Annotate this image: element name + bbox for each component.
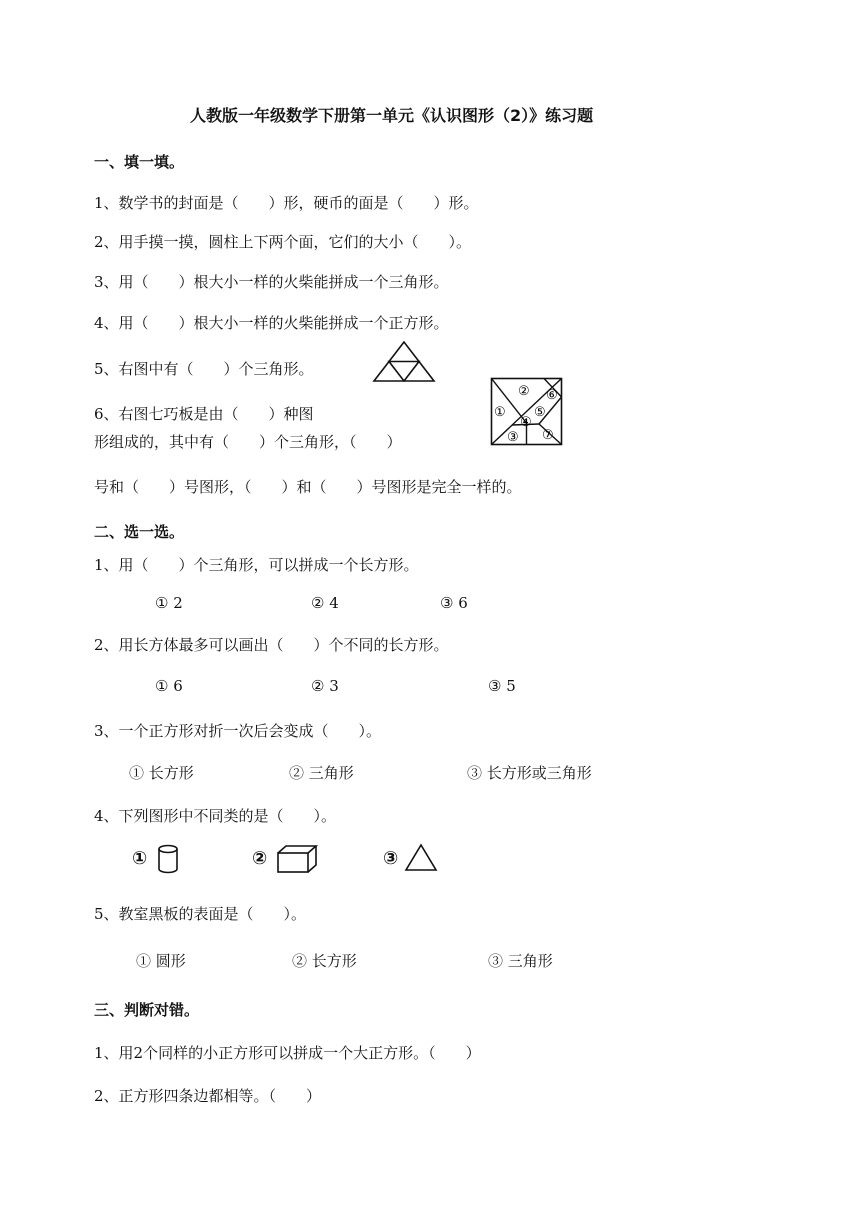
s2-question-3: 3、一个正方形对折一次后会变成（ ）。 — [94, 722, 382, 740]
tangram-label-2: ② — [518, 384, 530, 399]
tangram-figure — [490, 377, 564, 447]
s2-q1-option-1: ① 2 — [155, 594, 183, 612]
s2-q2-option-2: ② 3 — [311, 677, 339, 695]
s2-q4-marker-1: ① — [132, 848, 148, 869]
cuboid-icon — [276, 844, 318, 874]
tangram-label-7: ⑦ — [542, 428, 554, 443]
s2-question-1: 1、用（ ）个三角形，可以拼成一个长方形。 — [94, 556, 419, 574]
s2-q5-option-3: ③ 三角形 — [488, 952, 553, 970]
cylinder-icon — [156, 844, 180, 874]
inner-triangle — [389, 362, 419, 382]
s2-q2-option-3: ③ 5 — [488, 677, 516, 695]
tangram-label-5: ⑤ — [534, 405, 546, 420]
s2-q3-option-2: ② 三角形 — [289, 764, 354, 782]
s2-q3-option-1: ① 长方形 — [129, 764, 194, 782]
s2-q2-option-1: ① 6 — [155, 677, 183, 695]
triangle-count-figure — [372, 340, 436, 384]
s1-question-6-line3: 号和（ ）号图形，（ ）和（ ）号图形是完全一样的。 — [94, 478, 522, 496]
s3-question-1: 1、用2个同样的小正方形可以拼成一个大正方形。（ ） — [94, 1044, 481, 1062]
s2-q4-marker-3: ③ — [383, 848, 399, 869]
tangram-label-3: ③ — [507, 430, 519, 445]
triangle-icon — [404, 843, 438, 873]
s2-question-5: 5、教室黑板的表面是（ ）。 — [94, 905, 307, 923]
s2-q3-option-3: ③ 长方形或三角形 — [467, 764, 592, 782]
s2-question-2: 2、用长方体最多可以画出（ ）个不同的长方形。 — [94, 636, 449, 654]
s2-q4-marker-2: ② — [252, 848, 268, 869]
s1-question-5: 5、右图中有（ ）个三角形。 — [94, 360, 314, 378]
tangram-label-6: ⑥ — [546, 388, 558, 403]
s1-question-6-line1: 6、右图七巧板是由（ ）种图 — [94, 405, 314, 423]
s2-q5-option-1: ① 圆形 — [136, 952, 186, 970]
section2-heading: 二、选一选。 — [94, 523, 185, 541]
s2-q1-option-3: ③ 6 — [440, 594, 468, 612]
s1-question-2: 2、用手摸一摸，圆柱上下两个面，它们的大小（ ）。 — [94, 233, 472, 251]
s2-q5-option-2: ② 长方形 — [292, 952, 357, 970]
s3-question-2: 2、正方形四条边都相等。（ ） — [94, 1087, 322, 1105]
s1-question-6-line2: 形组成的，其中有（ ）个三角形，（ ） — [94, 433, 402, 451]
s1-question-4: 4、用（ ）根大小一样的火柴能拼成一个正方形。 — [94, 314, 449, 332]
section1-heading: 一、填一填。 — [94, 153, 185, 171]
tangram-label-4: ④ — [520, 415, 532, 430]
page-title: 人教版一年级数学下册第一单元《认识图形（2）》练习题 — [190, 106, 594, 125]
s1-question-3: 3、用（ ）根大小一样的火柴能拼成一个三角形。 — [94, 273, 449, 291]
s2-q1-option-2: ② 4 — [311, 594, 339, 612]
s2-question-4: 4、下列图形中不同类的是（ ）。 — [94, 807, 337, 825]
s1-question-1: 1、数学书的封面是（ ）形，硬币的面是（ ）形。 — [94, 194, 479, 212]
section3-heading: 三、判断对错。 — [94, 1001, 200, 1019]
tangram-label-1: ① — [494, 405, 506, 420]
